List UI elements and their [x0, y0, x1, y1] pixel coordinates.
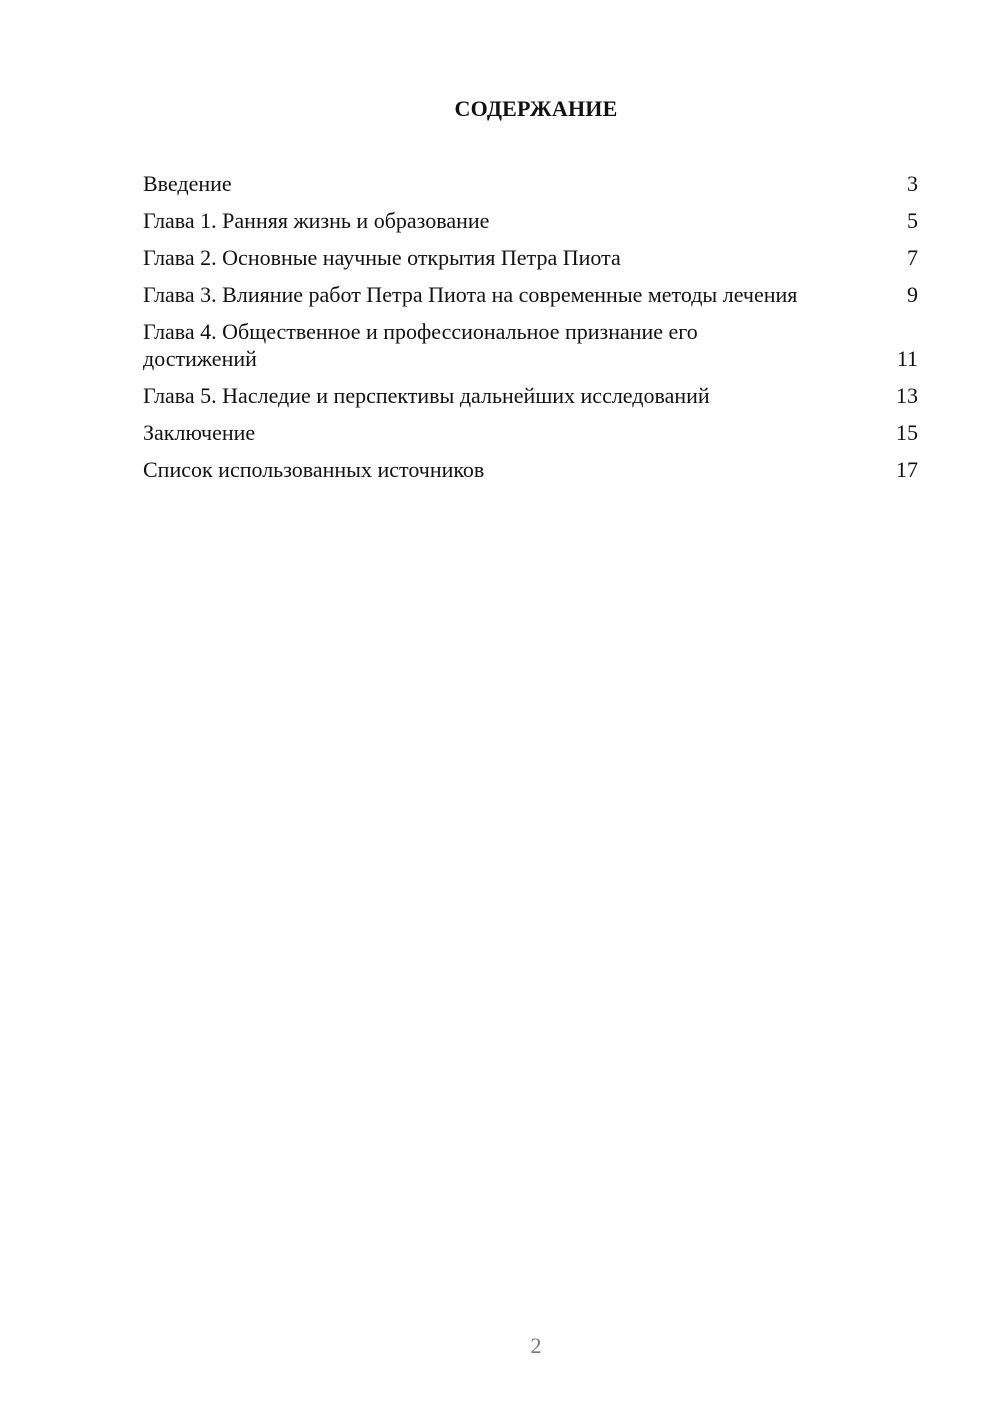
toc-entry-introduction[interactable] — [143, 170, 918, 197]
toc-entry-references[interactable] — [143, 456, 918, 483]
toc-entry-page: 13 — [896, 383, 918, 408]
toc-entry-page: 17 — [896, 457, 918, 482]
toc-entry-chapter-3[interactable] — [143, 281, 918, 308]
table-of-contents — [143, 170, 918, 493]
toc-entry-title: Глава 5. Наследие и перспективы дальнейших исследований — [143, 383, 710, 408]
toc-entry-chapter-2[interactable] — [143, 244, 918, 271]
page-number: 2 — [530, 1333, 542, 1358]
toc-entry-page: 3 — [907, 171, 918, 196]
toc-entry-title: Список использованных источников — [143, 457, 485, 482]
toc-entry-chapter-1[interactable] — [143, 207, 918, 234]
toc-entry-page: 5 — [907, 208, 918, 233]
toc-entry-page: 7 — [907, 245, 918, 270]
toc-entry-chapter-5[interactable] — [143, 382, 918, 409]
toc-entry-conclusion[interactable] — [143, 419, 918, 446]
toc-entry-chapter-4[interactable] — [143, 318, 918, 372]
toc-entry-title: Глава 4. Общественное и профессиональное признание его достижений — [143, 319, 698, 371]
toc-entry-page: 11 — [896, 346, 918, 371]
toc-entry-title: Введение — [143, 171, 232, 196]
toc-entry-title: Глава 2. Основные научные открытия Петра Пиота — [143, 245, 621, 270]
toc-entry-page: 9 — [907, 282, 918, 307]
toc-entry-title: Заключение — [143, 420, 256, 445]
toc-entry-title: Глава 1. Ранняя жизнь и образование — [143, 208, 490, 233]
toc-entry-page: 15 — [896, 420, 918, 445]
toc-entry-title: Глава 3. Влияние работ Петра Пиота на современные методы лечения — [143, 282, 798, 307]
toc-heading: СОДЕРЖАНИЕ — [454, 96, 618, 121]
